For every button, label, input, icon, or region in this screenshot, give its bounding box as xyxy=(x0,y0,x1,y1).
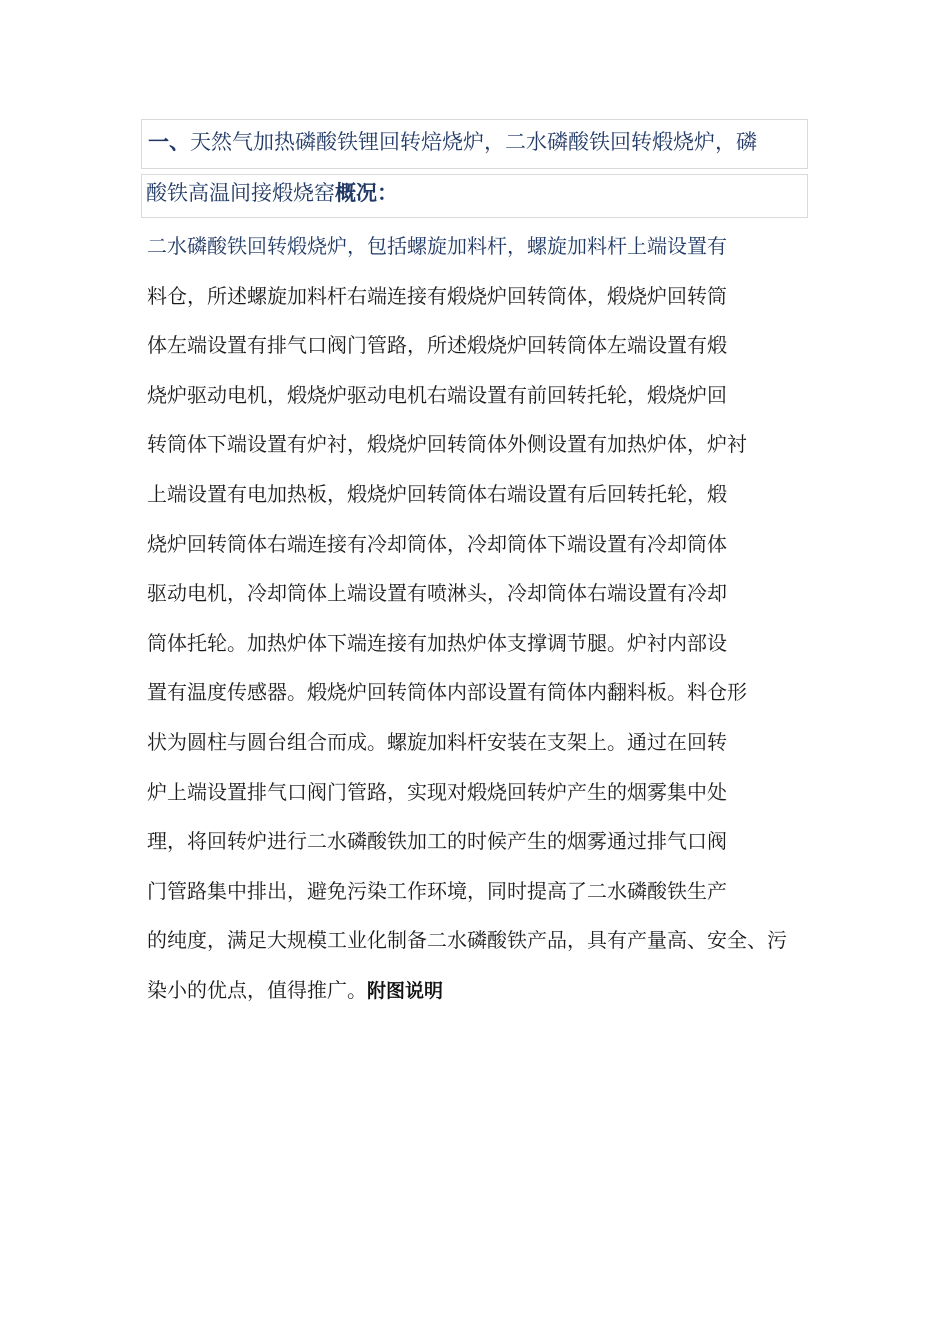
heading-line-1 xyxy=(141,119,808,169)
paragraph-line: 烧炉驱动电机，煅烧炉驱动电机右端设置有前回转托轮，煅烧炉回 xyxy=(147,382,727,407)
paragraph-line: 二水磷酸铁回转煅烧炉，包括螺旋加料杆，螺旋加料杆上端设置有 xyxy=(147,234,727,258)
heading-overview-label: 概况： xyxy=(335,181,398,205)
paragraph-line: 状为圆柱与圆台组合而成。螺旋加料杆安装在支架上。通过在回转 xyxy=(147,729,727,754)
heading-line-2 xyxy=(141,174,808,218)
heading-text-1: 天然气加热磷酸铁锂回转焙烧炉，二水磷酸铁回转煅烧炉，磷 xyxy=(190,130,757,154)
paragraph-line: 筒体托轮。加热炉体下端连接有加热炉体支撑调节腿。炉衬内部设 xyxy=(147,630,727,655)
paragraph-line: 转筒体下端设置有炉衬，煅烧炉回转筒体外侧设置有加热炉体，炉衬 xyxy=(147,432,747,457)
paragraph-line: 的纯度，满足大规模工业化制备二水磷酸铁产品，具有产量高、安全、污 xyxy=(147,928,787,953)
paragraph-line: 烧炉回转筒体右端连接有冷却筒体，冷却筒体下端设置有冷却筒体 xyxy=(147,531,727,556)
paragraph-line: 上端设置有电加热板，煅烧炉回转筒体右端设置有后回转托轮，煅 xyxy=(147,481,727,506)
paragraph-line: 驱动电机，冷却筒体上端设置有喷淋头，冷却筒体右端设置有冷却 xyxy=(147,581,727,606)
paragraph-line: 炉上端设置排气口阀门管路，实现对煅烧回转炉产生的烟雾集中处 xyxy=(147,779,727,804)
figure-description-label: 附图说明 xyxy=(367,979,444,1002)
paragraph-line: 门管路集中排出，避免污染工作环境，同时提高了二水磷酸铁生产 xyxy=(147,878,727,903)
paragraph-line: 体左端设置有排气口阀门管路，所述煅烧炉回转筒体左端设置有煅 xyxy=(147,333,727,358)
paragraph-line: 料仓，所述螺旋加料杆右端连接有煅烧炉回转筒体，煅烧炉回转筒 xyxy=(147,283,727,308)
paragraph-line: 置有温度传感器。煅烧炉回转筒体内部设置有筒体内翻料板。料仓形 xyxy=(147,680,747,705)
paragraph-line-text: 染小的优点，值得推广。 xyxy=(147,977,367,1002)
heading-number: 一、 xyxy=(148,130,190,154)
heading-text-2: 酸铁高温间接煅烧窑 xyxy=(146,181,335,205)
body-paragraph xyxy=(147,222,807,1017)
paragraph-line: 理，将回转炉进行二水磷酸铁加工的时候产生的烟雾通过排气口阀 xyxy=(147,829,727,854)
paragraph-line-last xyxy=(147,966,807,1017)
